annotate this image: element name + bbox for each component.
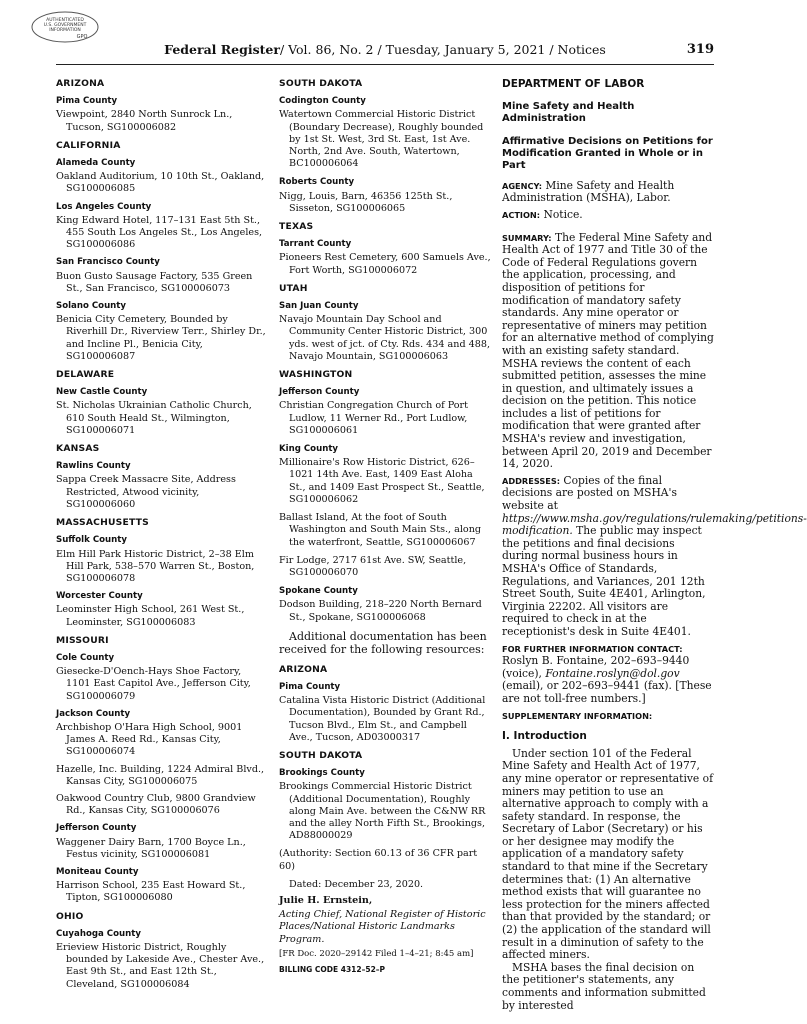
county-heading: San Juan County [279, 301, 359, 312]
state-heading: CALIFORNIA [56, 139, 121, 151]
county-heading: Moniteau County [56, 866, 139, 877]
state-heading: MASSACHUSETTS [56, 517, 149, 529]
page-header [56, 42, 714, 62]
svg-text:U.S. GOVERNMENT: U.S. GOVERNMENT [43, 23, 87, 28]
state-heading: ARIZONA [279, 663, 328, 675]
county-heading: Suffolk County [56, 535, 127, 546]
state-heading: KANSAS [56, 443, 100, 455]
supplementary-paragraph [502, 710, 714, 723]
listing-entry: Viewpoint, 2840 North Sunrock Ln., Tucson, SG100006082 [56, 109, 233, 133]
county-heading: Rawlins County [56, 461, 131, 472]
listing-entry: Pioneers Rest Cemetery, 600 Samuels Ave., Fort Worth, SG100006072 [279, 252, 491, 276]
state-heading: SOUTH DAKOTA [279, 78, 363, 89]
listing-entry: Ballast Island, At the foot of South Washington and South Main Sts., along the waterfront, Seattle, SG100006067 [279, 512, 482, 548]
header-citation [56, 42, 714, 57]
petitions-url-link[interactable]: https://www.msha.gov/regulations/rulemaking/petitions-modification. [502, 511, 807, 538]
contact-text: Roslyn B. Fontaine, 202–693–9440 (voice), [502, 654, 690, 680]
county-heading: Tarrant County [279, 239, 352, 250]
document-title: Affirmative Decisions on Petitions for Modification Granted in Whole or in Part [502, 135, 713, 171]
supplementary-caption: SUPPLEMENTARY INFORMATION: [502, 710, 653, 721]
county-heading: Cole County [56, 652, 115, 663]
listing-entry: Oakwood Country Club, 9800 Grandview Rd., Kansas City, SG100006076 [56, 792, 256, 817]
summary-text: The Federal Mine Safety and Health Act of 1977 and Title 30 of the Code of Federal Regulations govern the application, processing, and disposition of petitions for modification of mandatory safety standards. Any mine operator or representative of miners may petition for an alternative method of complying with an existing safety standard. MSHA reviews the content of each submitted petition, assesses the mine in question, and ultimately issues a decision on the petition. This notice includes a list of petitions for modification that were granted after MSHA's review and investigation, between April 20, 2019 and December 14, 2020. [502, 230, 714, 471]
issue-info: / Vol. 86, No. 2 / Tuesday, January 5, 2021 / Notices [279, 42, 606, 57]
county-heading: San Francisco County [56, 257, 160, 268]
state-heading: ARIZONA [56, 78, 105, 89]
column-2-listings [279, 78, 491, 624]
billing-code: BILLING CODE 4312–52–P [279, 964, 386, 974]
county-heading: Jefferson County [56, 823, 137, 834]
svg-text:AUTHENTICATED: AUTHENTICATED [46, 18, 84, 23]
listing-entry: Hazelle, Inc. Building, 1224 Admiral Blvd., Kansas City, SG100006075 [56, 763, 265, 787]
listing-entry: Waggener Dairy Barn, 1700 Boyce Ln., Festus vicinity, SG100006081 [56, 836, 246, 860]
svg-text:INFORMATION: INFORMATION [49, 28, 81, 33]
listing-entry: Sappa Creek Massacre Site, Address Restricted, Atwood vicinity, SG100006060 [56, 474, 236, 510]
county-heading: Pima County [56, 96, 118, 107]
county-heading: Roberts County [279, 177, 355, 188]
listing-entry: Erieview Historic District, Roughly bounded by Lakeside Ave., Chester Ave., East 9th St., and East 12th St., Cleveland, SG100006084 [56, 941, 265, 990]
listing-entry: Leominster High School, 261 West St., Leominster, SG100006083 [56, 604, 245, 628]
listing-entry: Navajo Mountain Day School and Community Center Historic District, 300 yds. west of jct. of Cty. Rds. 434 and 488, Navajo Mountain, SG100006063 [279, 314, 490, 362]
agency-paragraph [502, 180, 714, 205]
state-heading: SOUTH DAKOTA [279, 749, 363, 761]
header-rule [56, 64, 714, 65]
county-heading: Spokane County [279, 586, 358, 597]
column-2 [279, 72, 491, 976]
listing-entry: Watertown Commercial Historic District (Boundary Decrease), Roughly bounded by 1st St. West, 3rd St. East, 1st Ave. North, 2nd Ave. South, Watertown, BC100006064 [279, 109, 484, 170]
county-heading: Los Angeles County [56, 201, 152, 212]
county-heading: Worcester County [56, 591, 143, 602]
addresses-caption: ADDRESSES: [502, 475, 561, 486]
state-heading: DELAWARE [56, 369, 115, 381]
authority-line: (Authority: Section 60.13 of 36 CFR part 60) [279, 848, 478, 872]
county-heading: Solano County [56, 301, 127, 312]
county-heading: Alameda County [56, 158, 136, 169]
agency-caption: AGENCY: [502, 180, 543, 191]
listing-entry: Christian Congregation Church of Port Ludlow, 11 Werner Rd., Port Ludlow, SG100006061 [279, 400, 469, 436]
listing-entry: Benicia City Cemetery, Bounded by Riverhill Dr., Riverview Terr., Shirley Dr., and Incline Pl., Benicia City, SG100006087 [56, 314, 266, 362]
county-heading: Jackson County [56, 708, 131, 719]
action-paragraph [502, 209, 714, 222]
additional-documentation-intro: Additional documentation has been received for the following resources: [279, 629, 487, 656]
action-text: Notice. [543, 207, 583, 221]
county-heading: Cuyahoga County [56, 928, 141, 939]
contact-email-link[interactable]: Fontaine.roslyn@dol.gov [545, 666, 680, 680]
listing-entry: Brookings Commercial Historic District (Additional Documentation), Roughly along Main Ave. between the C&NW RR and the alley North Fifth St., Brookings, AD88000029 [279, 781, 486, 842]
listing-entry: Nigg, Louis, Barn, 46356 125th St., Sisseton, SG100006065 [279, 190, 453, 214]
listing-entry: King Edward Hotel, 117–131 East 5th St., 455 South Los Angeles St., Los Angeles, SG100006086 [56, 214, 263, 251]
agency-heading: Mine Safety and Health Administration [502, 100, 635, 125]
summary-paragraph [502, 232, 714, 471]
fr-doc-line: [FR Doc. 2020–29142 Filed 1–4–21; 8:45 am] [279, 948, 474, 959]
svg-text:GPO: GPO [76, 34, 88, 40]
county-heading: King County [279, 444, 339, 455]
county-heading: Brookings County [279, 768, 365, 779]
contact-caption: FOR FURTHER INFORMATION CONTACT: [502, 643, 683, 654]
introduction-paragraph-1: Under section 101 of the Federal Mine Safety and Health Act of 1977, any mine operator or representative of miners may petition to use an alternative approach to comply with a safety standard. In response, the Secretary of Labor (Secretary) or his or her designee may modify the application of a mandatory safety standard to that mine if the Secretary determines that: (1) An alternative method exists that will guarantee no less protection for the miners affected than that provided by the standard; or (2) the application of the standard will result in a diminution of safety to the affected miners. [502, 746, 714, 962]
contact-text-continued: (email), or 202–693–9441 (fax). [These are not toll-free numbers.] [502, 679, 712, 705]
introduction-paragraph-2: MSHA bases the final decision on the petitioner's statements, any comments and information submitted by interested [502, 960, 706, 1012]
listing-entry: Oakland Auditorium, 10 10th St., Oakland, SG100006085 [56, 171, 265, 195]
state-heading: WASHINGTON [279, 369, 353, 381]
county-heading: Pima County [279, 681, 341, 692]
listing-entry: Millionaire's Row Historic District, 626–1021 14th Ave. East, 1409 East Aloha St., and 1409 East Prospect St., Seattle, SG100006062 [279, 457, 485, 505]
listing-entry: Fir Lodge, 2717 61st Ave. SW, Seattle, SG100006070 [279, 554, 467, 578]
department-heading: DEPARTMENT OF LABOR [502, 78, 645, 90]
state-heading: MISSOURI [56, 634, 109, 646]
signer-title: Acting Chief, National Register of Historic Places/National Historic Landmarks Program. [279, 909, 486, 945]
listing-entry: Giesecke-D'Oench-Hays Shoe Factory, 1101 East Capitol Ave., Jefferson City, SG100006079 [56, 666, 251, 702]
listing-entry: Buon Gusto Sausage Factory, 535 Green St., San Francisco, SG100006073 [56, 270, 253, 294]
state-heading: UTAH [279, 282, 308, 294]
column-3 [502, 72, 807, 1012]
additional-documentation-listings [279, 664, 491, 843]
contact-paragraph [502, 643, 714, 706]
summary-caption: SUMMARY: [502, 232, 552, 243]
addresses-text: Copies of the final decisions are posted on MSHA's website at [502, 473, 677, 513]
action-caption: ACTION: [502, 209, 541, 220]
listing-entry: St. Nicholas Ukrainian Catholic Church, 610 South Heald St., Wilmington, SG100006071 [56, 400, 252, 436]
signer-name: Julie H. Ernstein, [279, 894, 373, 906]
journal-name: Federal Register [164, 42, 280, 57]
county-heading: Codington County [279, 96, 366, 107]
page-number: 319 [686, 42, 714, 57]
addresses-text-continued: The public may inspect the petitions and final decisions during normal business hours in MSHA's Office of Standards, Regulations, and Variances, 201 12th Street South, Suite 4E401, Arlington, Virginia 22202. All visitors are required to check in at the receptionist's desk in Suite 4E401. [502, 524, 706, 638]
state-heading: TEXAS [279, 221, 314, 233]
listing-entry: Archbishop O'Hara High School, 9001 James A. Reed Rd., Kansas City, SG100006074 [56, 721, 243, 758]
county-heading: New Castle County [56, 387, 148, 398]
state-heading: OHIO [56, 910, 84, 922]
listing-entry: Dodson Building, 218–220 North Bernard St., Spokane, SG100006068 [279, 599, 482, 623]
listing-entry: Elm Hill Park Historic District, 2–38 Elm Hill Park, 538–570 Warren St., Boston, SG100006078 [56, 548, 255, 584]
addresses-paragraph [502, 473, 807, 639]
listing-entry: Catalina Vista Historic District (Additional Documentation), Bounded by Grant Rd., Tucson Blvd., Elm St., and Campbell Ave., Tucson, AD03000317 [279, 695, 486, 743]
county-heading: Jefferson County [279, 387, 360, 398]
listing-entry: Harrison School, 235 East Howard St., Tipton, SG100006080 [56, 880, 246, 904]
agency-text: Mine Safety and Health Administration (MSHA), Labor. [502, 178, 675, 205]
gpo-authenticated-logo-icon [30, 10, 100, 44]
dated-line: Dated: December 23, 2020. [289, 878, 424, 890]
column-1 [56, 72, 268, 996]
section-title: I. Introduction [502, 730, 587, 743]
